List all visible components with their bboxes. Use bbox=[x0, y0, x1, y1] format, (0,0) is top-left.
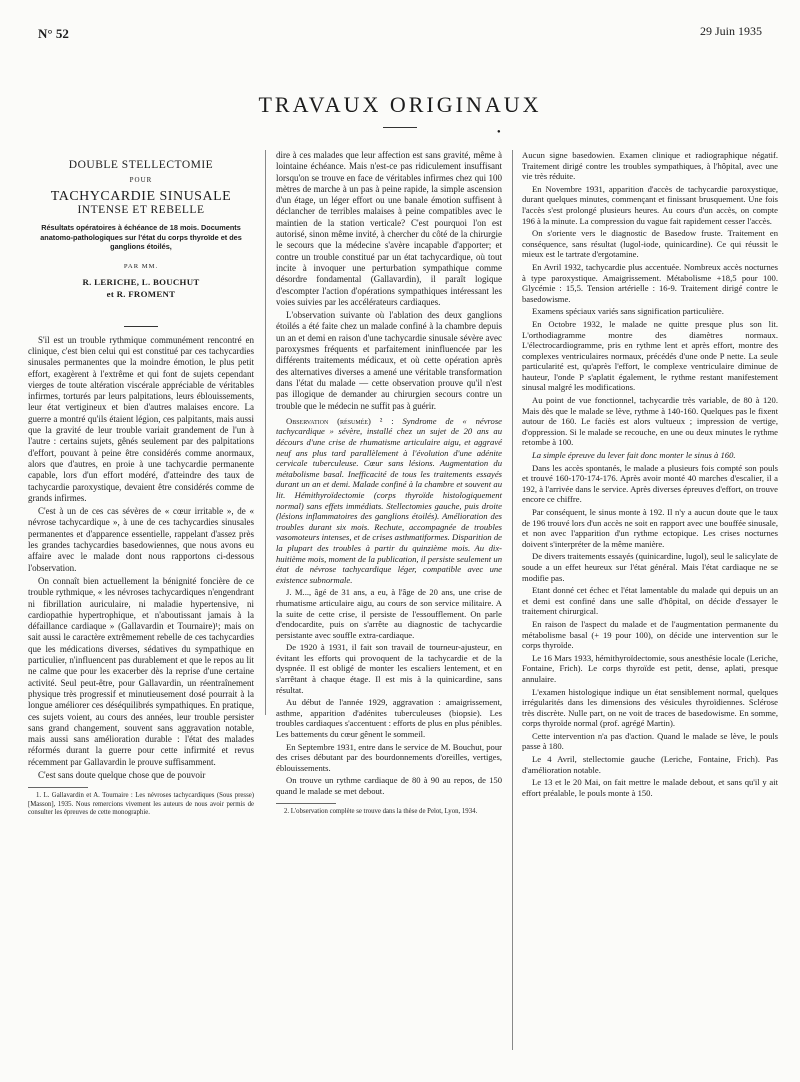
paragraph: Etant donné cet échec et l'état lamentable du malade qui depuis un an et demi est confiné dans une salle d'hôpital, on décide d'essayer le traitement chirurgical. bbox=[522, 585, 778, 617]
paragraph: De 1920 à 1931, il fait son travail de tourneur-ajusteur, en évitant les efforts qui provoquent de la tachycardie et de la dyspnée. Il est obligé de monter les escaliers lentement, et en s'arrêtant à chaque étage. Il est mis à la quinicardine, sans résultat. bbox=[276, 642, 502, 695]
paragraph: Au début de l'année 1929, aggravation : amaigrissement, asthme, apparition d'adénites tuberculeuses (biopsie). Les troubles cardiaques s'accentuent : efforts de plus en plus pénibles. Les battements du cœur gênent le sommeil. bbox=[276, 697, 502, 740]
paragraph: Le 4 Avril, stellectomie gauche (Leriche, Fontaine, Frich). Pas d'amélioration notable. bbox=[522, 754, 778, 775]
paragraph: Cette intervention n'a pas d'action. Quand le malade se lève, le pouls passe à 180. bbox=[522, 730, 778, 752]
observation-summary bbox=[276, 416, 502, 586]
observation-text: Syndrome de « névrose tachycardique » sévère, installé chez un sujet de 20 ans au décours d'une crise de rhumatisme articulaire aigu, et aggravé neuf ans plus tard parallèlement à l'évolution d'une adénite cervicale tuberculeuse. Cœur sans lésions. Augmentation du métabolisme basal. Inefficacité de tous les traitements essayés durant un an et demi. Malade confiné à la chambre et souvent au lit. Hémithyroïdectomie (corps thyroïde histologiquement normal) sans effets immédiats. Stellectomies gauche, puis droite (lésions inflammatoires des ganglions étoilés). Amélioration des troubles durant six mois. Rechute, accompagnée de troubles vasomoteurs intenses, et de crises asthmatiformes. Disparition de la plupart des troubles à partir du quinzième mois. Au dix-huitième mois, moment de la publication, il persiste seulement un état de névrose tachycardique léger, compatible avec une existence subnormale. bbox=[276, 415, 502, 585]
article-title-pour: POUR bbox=[129, 176, 153, 185]
footnote-2: 2. L'observation complète se trouve dans la thèse de Pelot, Lyon, 1934. bbox=[284, 807, 478, 815]
section-title: TRAVAUX ORIGINAUX bbox=[258, 92, 542, 117]
article-title-2: TACHYCARDIE SINUSALE bbox=[50, 188, 232, 204]
paragraph: Le 13 et le 20 Mai, on fait mettre le malade debout, et sans qu'il y ait effort préalable, le pouls monte à 150. bbox=[522, 777, 778, 798]
paragraph: En Septembre 1931, entre dans le service de M. Bouchut, pour des crises débutant par des bourdonnements d'oreilles, vertiges, éblouissements. bbox=[276, 741, 502, 773]
article-subtitle: Résultats opératoires à échéance de 18 mois. Documents anatomo-pathologiques sur l'état du corps thyroïde et des ganglions étoilés, bbox=[40, 223, 242, 251]
paragraph: Au point de vue fonctionnel, tachycardie très variable, de 80 à 120. Mais dès que le malade se lève, rythme à 140-160. Quelques pas le fixent autour de 160. Le faciès est alors vultueux ; impression de vertige, d'oppression. Si le malade se recouche, en une ou deux minutes le rythme retombe à 100. bbox=[522, 395, 778, 448]
article-title-3: INTENSE ET REBELLE bbox=[77, 203, 205, 216]
heading-rule bbox=[124, 326, 158, 327]
article-authors-2: et R. FROMENT bbox=[106, 288, 176, 299]
paragraph: Examens spéciaux variés sans signification particulière. bbox=[532, 306, 724, 317]
title-rule bbox=[383, 127, 417, 128]
paragraph: De divers traitements essayés (quinicardine, lugol), seul le salicylate de soude a un effet heureux sur l'état général. Mais l'état cardiaque ne se modifie pas. bbox=[522, 551, 778, 583]
issue-date: 29 Juin 1935 bbox=[699, 24, 762, 38]
ornament-dot: ● bbox=[497, 129, 501, 135]
paragraph: L'examen histologique indique un état sensiblement normal, quelques irrégularités dans les dimensions des vésicules thyroïdiennes. Sclérose très discrète. Nulle part, on ne voit de traces de basedowisme. En somme, corps thyroïde normal (prof. agrégé Martin). bbox=[522, 686, 778, 729]
observation-lead: Observation (résumée) ² : bbox=[286, 415, 394, 426]
paragraph: En Octobre 1932, le malade ne quitte presque plus son lit. L'orthodiagramme montre des diamètres normaux. L'électrocardiogramme, pris en rythme lent et après effort, montre des complexes ventriculaires normaux, précédés d'une onde P nette. La seule particularité est, qu'après l'effort, le complexe ventriculaire diminue de hauteur, l'onde P s'aplatit également, le rythme restant manifestement sinusal malgré les modifications. bbox=[522, 318, 778, 393]
article-authors-1: R. LERICHE, L. BOUCHUT bbox=[82, 276, 200, 287]
footnote-rule bbox=[276, 803, 336, 804]
paragraph: C'est à un de ces cas sévères de « cœur irritable », de « névrose tachycardique », à une de ces tachycardies sinusales permanentes et d'apparence essentielle, rappelant d'assez près les grandes tachycardies basedowiennes, que nous avons eu affaire avec le malade dont nous rapportons ci-dessous l'observation. bbox=[28, 506, 254, 573]
paragraph: En Novembre 1931, apparition d'accès de tachycardie paroxystique, durant quelques minutes, commençant et finissant brusquement. Une fois l'accès s'est prolongé plusieurs heures. Au cours d'un accès, on compte 196 à la minute. La compression du vague fait rapidement cesser l'accès. bbox=[522, 183, 778, 226]
article-heading bbox=[28, 160, 254, 327]
paragraph: C'est sans doute quelque chose que de pouvoir bbox=[38, 769, 206, 780]
article-title-1: DOUBLE STELLECTOMIE bbox=[68, 159, 214, 171]
paragraph: En raison de l'aspect du malade et de l'augmentation permanente du métabolisme basal (+ 19 pour 100), on décide une intervention sur le corps thyroïde. bbox=[522, 618, 778, 651]
paragraph: On trouve un rythme cardiaque de 80 à 90 au repos, de 150 quand le malade se met debout. bbox=[276, 775, 502, 797]
paragraph: On connaît bien actuellement la bénignité foncière de ce trouble rythmique, « les névroses tachycardiques n'engendrant ni fibrillation auriculaire, ni maladie hypertensive, ni cardiopathie hypertrophique, et n'aboutissant jamais à la défaillance cardiaque » (Gallavardin et Tournaire)¹; mais on sait aussi le caractère extrêmement rebelle de ces tachycardies que les médications diverses, sédatives du sympathique en particulier, n'influencent pas durablement et que le repos au lit ne calme que pour les exacerber dès la reprise d'une certaine activité. Seul peut-être, pour Gallavardin, un réentraînement physique très progressif et minutieusement dosé pourrait à la longue améliorer ces déséquilibrés sympathiques. En pratique, ces sujets voient, au cours des années, leur trouble persister sans grand changement, souvent sans aggravation notable, mais aussi sans amélioration durable : l'état des malades réformés durant la guerre pour cette infirmité et revus récemment par Gallavardin le prouve suffisamment. bbox=[28, 575, 254, 767]
paragraph: S'il est un trouble rythmique communément rencontré en clinique, c'est bien celui qui est constitué par ces tachycardies sinusales permanentes que la moindre émotion, le plus petit effort, exagèrent à l'extrême et qui font de sujets cependant vierges de toute altération viscérale appréciable de véritables infirmes, torturés par leurs palpitations, leurs éblouissements, leur état vertigineux et bien d'autres malaises encore. La guerre a montré qu'ils étaient légion, ces palpitants, mais aussi que la gravité de leur trouble variait grandement de l'un à l'autre : certains sujets, gênés seulement par des palpitations d'effort, pouvant à peine être considérés comme anormaux, alors que d'autres, en proie à une tachycardie permanente capable, lors d'un effort modéré, d'atteindre des taux de tachycardie paroxystique, devaient être considérés comme de grands infirmes. bbox=[28, 334, 254, 503]
footnote-rule bbox=[28, 787, 88, 788]
paragraph: J. M..., âgé de 31 ans, a eu, à l'âge de 20 ans, une crise de rhumatisme articulaire aigu, au cours de son service militaire. A la suite de cette crise, il persiste de l'essoufflement. On parle d'endocardite, puis on s'arrête au diagnostic de tachycardie persistante avec souffle extra-cardiaque. bbox=[276, 587, 502, 640]
column-2 bbox=[276, 150, 502, 816]
paragraph: L'observation suivante où l'ablation des deux ganglions étoilés a été faite chez un malade confiné à la chambre depuis un an et demi en raison d'une tachycardie sinusale sévère avec paroxysmes fréquents et parfaitement ininfluencée par les différents traitements médicaux, et où cette opération après des alternatives diverses a amené une véritable transformation dans l'état du malade — cette observation prouve qu'il n'est pas illogique de demander au chirurgien secours contre un trouble que le médecin ne suffit pas à guérir. bbox=[276, 310, 502, 411]
column-3 bbox=[522, 150, 778, 800]
paragraph: En Avril 1932, tachycardie plus accentuée. Nombreux accès nocturnes à type paroxystique. Amaigrissement. Métabolisme +18,5 pour 100. Glycémie : 15,5. Tension artérielle : 16-9. Traitement dirigé contre le basedowisme. bbox=[522, 261, 778, 304]
article-par: PAR MM. bbox=[123, 263, 159, 271]
paragraph: La simple épreuve du lever fait donc monter le sinus à 160. bbox=[532, 450, 736, 461]
column-1 bbox=[28, 160, 254, 818]
issue-number: N° 52 bbox=[38, 26, 69, 41]
paragraph: Par conséquent, le sinus monte à 192. Il n'y a aucun doute que le taux de 196 trouvé lors d'un accès ne soit en rapport avec une bouffée sinusale, et non avec l'apparition d'un rythme ectopique. Les crises nocturnes doivent s'interpréter de la même manière. bbox=[522, 507, 778, 549]
paragraph: On s'oriente vers le diagnostic de Basedow fruste. Traitement en conséquence, sans résultat (lugol-iode, quinicardine). Ce qui réussit le mieux est le tartrate d'ergotamine. bbox=[522, 228, 778, 260]
column-rule-left bbox=[265, 150, 266, 715]
paragraph: Aucun signe basedowien. Examen clinique et radiographique négatif. Traitement dirigé contre les troubles sympathiques, à l'hôpital, avec une vie très réduite. bbox=[522, 150, 778, 182]
footnote-1: 1. L. Gallavardin et A. Tournaire : Les névroses tachycardiques (Sous presse) [Masson], 1935. Nous remercions vivement les auteurs de nous avoir permis de consulter les épreuves de cette monographie. bbox=[28, 792, 254, 817]
column-rule-right bbox=[512, 150, 513, 1050]
paragraph: Dans les accès spontanés, le malade a plusieurs fois compté son pouls et trouvé 160-170-174-176. Après avoir monté 40 marches d'escalier, il a 192, à l'arrivée dans le service. Après diverses épreuves d'effort, on trouve encore ce chiffre. bbox=[522, 462, 778, 505]
paragraph: dire à ces malades que leur affection est sans gravité, même à lointaine échéance. Mais n'est-ce pas ridiculement insuffisant lorsqu'on se trouve en face de véritables infirmes chez qui 100 mètres de marche à un pas à peine rapide, la simple ascension d'un étage, un léger effort ou une banale émotion suffisent à déclancher de terribles malaises à peine compatibles avec le maintien de la station verticale? C'est pourquoi l'on est autorisé, sinon même invité, à chercher du côté de la chirurgie le secours que la médecine s'avère incapable d'apporter; et contre un trouble constitué par un état tachycardique, où tout incite à invoquer une perturbation sympathique comme désordre fondamental (Gallavardin), il paraît logique d'escompter l'action d'opérations sympathiques intéressant les voies suivies par les accélérateurs cardiaques. bbox=[276, 150, 502, 307]
paragraph: Le 16 Mars 1933, hémithyroïdectomie, sous anesthésie locale (Leriche, Fontaine, Frich). Le corps thyroïde est petit, dense, aplati, presque annulaire. bbox=[522, 652, 778, 684]
case-history bbox=[276, 587, 502, 796]
